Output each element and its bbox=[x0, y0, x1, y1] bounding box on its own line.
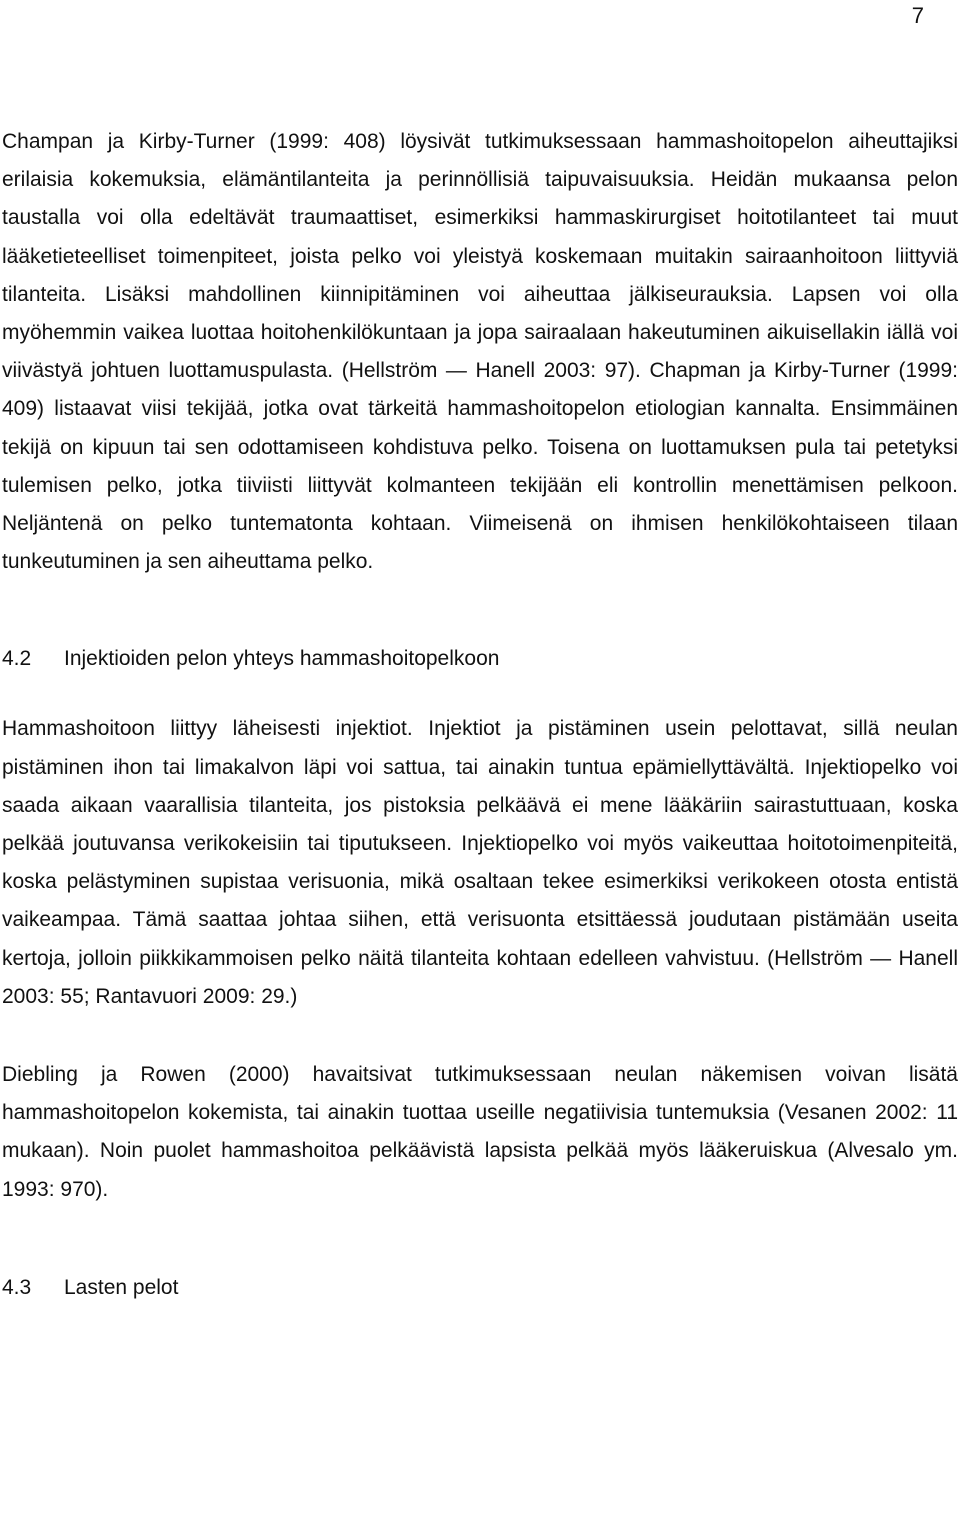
document-body bbox=[2, 123, 958, 1339]
section-number: 4.3 bbox=[2, 1275, 32, 1299]
section-heading-4-2 bbox=[2, 640, 958, 678]
section-number: 4.2 bbox=[2, 647, 32, 671]
paragraph-1: Champan ja Kirby-Turner (1999: 408) löysivät tutkimuksessaan hammashoitopelon aiheuttajiksi erilaisia kokemuksia, elämäntilanteita ja perinnöllisiä taipuvaisuuksia. Heidän mukaansa pelon taustalla voi olla edeltävät traumaattiset, esimerkiksi hammaskirurgiset hoitotilanteet tai muut lääketieteelliset toimenpiteet, joista pelko voi yleistyä koskemaan muitakin sairaanhoitoon liittyviä tilanteita. Lisäksi mahdollinen kiinnipitäminen voi aiheuttaa jälkiseurauksia. Lapsen voi olla myöhemmin vaikea luottaa hoitohenkilökuntaan ja jopa sairaalaan hakeutuminen aikuisellakin iällä voi viivästyä johtuen luottamuspulasta. (Hellström — Hanell 2003: 97). Chapman ja Kirby-Turner (1999: 409) listaavat viisi tekijää, jotka ovat tärkeitä hammashoitopelon etiologian kannalta. Ensimmäinen tekijä on kipuun tai sen odottamiseen kohdistuva pelko. Toisena on luottamuksen pula tai petetyksi tulemisen pelko, jotka tiiviisti liittyvät kolmanteen tekijään eli kontrollin menettämisen pelkoon. Neljäntenä on pelko tuntematonta kohtaan. Viimeisenä on ihmisen henkilökohtaiseen tilaan tunkeutuminen ja sen aiheuttama pelko. bbox=[2, 130, 958, 574]
paragraph-3: Diebling ja Rowen (2000) havaitsivat tutkimuksessaan neulan näkemisen voivan lisätä hammashoitopelon kokemista, tai ainakin tuottaa useille negatiivisia tuntemuksia (Vesanen 2002: 11 mukaan). Noin puolet hammashoitoa pelkäävistä lapsista pelkää myös lääkeruiskua (Alvesalo ym. 1993: 970). bbox=[2, 1063, 958, 1201]
section-title: Injektioiden pelon yhteys hammashoitopelkoon bbox=[64, 647, 500, 671]
section-heading-4-3 bbox=[2, 1269, 958, 1307]
paragraph-2: Hammashoitoon liittyy läheisesti injektiot. Injektiot ja pistäminen usein pelottavat, sillä neulan pistäminen ihon tai limakalvon läpi voi sattua, tai ainakin tuntua epämiellyttävältä. Injektiopelko voi saada aikaan vaarallisia tilanteita, jos pistoksia pelkäävä ei mene lääkäriin sairastuttuaan, koska pelkää joutuvansa verikokeisiin tai tiputukseen. Injektiopelko voi myös vaikeuttaa hoitotoimenpiteitä, koska pelästyminen supistaa verisuonia, mikä osaltaan tekee esimerkiksi verikokeen otosta entistä vaikeampaa. Tämä saattaa johtaa siihen, että verisuonta etsittäessä joudutaan pistämään useita kertoja, jolloin piikkikammoisen pelko näitä tilanteita kohtaan edelleen vahvistuu. (Hellström — Hanell 2003: 55; Rantavuori 2009: 29.) bbox=[2, 717, 958, 1008]
section-title: Lasten pelot bbox=[64, 1275, 179, 1299]
page-number: 7 bbox=[911, 3, 924, 28]
